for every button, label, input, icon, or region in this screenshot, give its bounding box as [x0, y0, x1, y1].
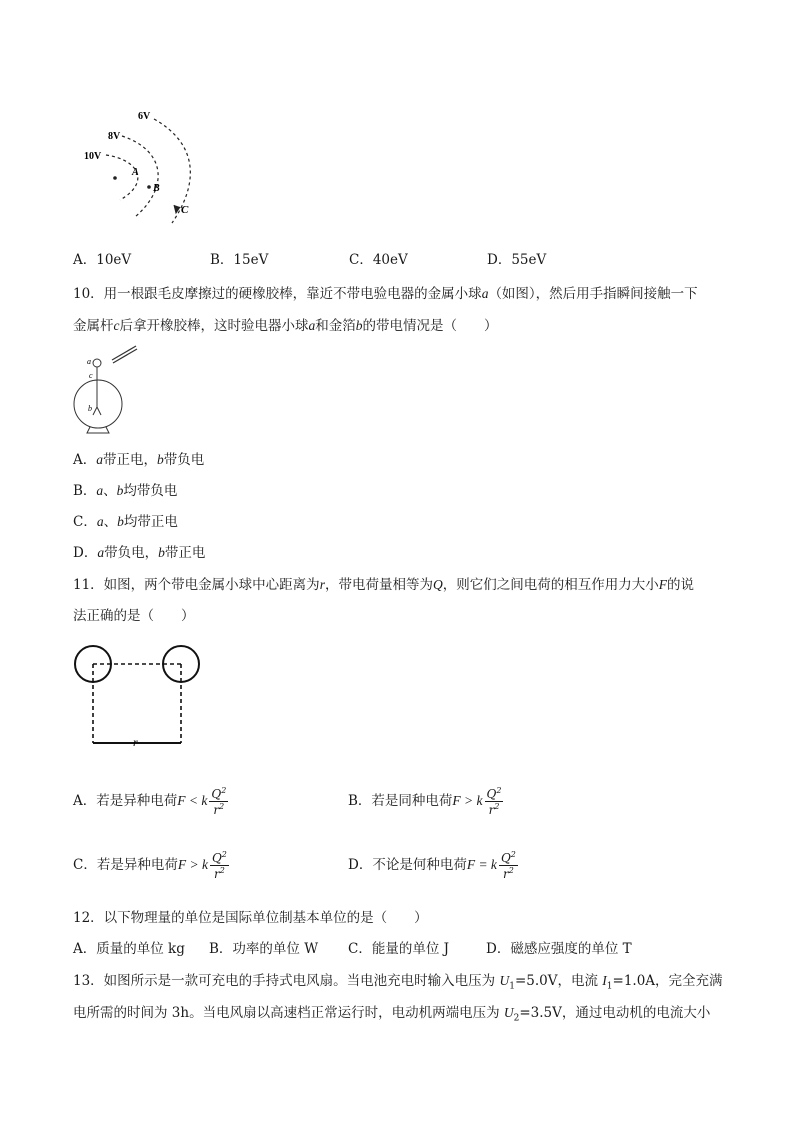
electroscope-case: [74, 380, 122, 428]
electroscope-figure: [68, 343, 148, 438]
label-10v: 10V: [84, 151, 102, 162]
q10-option-c: C．a、b均带正电: [73, 514, 178, 530]
q10-stem-line1: 10．用一根跟毛皮摩擦过的硬橡胶棒，靠近不带电验电器的金属小球a（如图），然后用手指瞬间接触一下: [73, 286, 698, 302]
metal-ball: [93, 359, 101, 367]
point-a: [113, 176, 117, 180]
equipotential-figure: [80, 105, 205, 230]
label-rod-c: c: [89, 371, 93, 380]
q13-stem-line1: 13．如图所示是一款可充电的手持式电风扇。当电池充电时输入电压为 $U_1=5.0V$，电流 $I_1=1.0A$，完全充满: [73, 973, 723, 992]
q11-option-a: A．若是异种电荷F < k $\frac{Q^2}{r^2}$: [73, 786, 227, 817]
q10-option-a: A．a带正电，b带负电: [73, 452, 205, 468]
q11-stem-line2: 法正确的是（ ）: [73, 608, 195, 624]
two-spheres-figure: [70, 643, 200, 755]
q10-option-b: B．a、b均带负电: [73, 483, 178, 499]
q12-stem: 12．以下物理量的单位是国际单位制基本单位的是（ ）: [73, 910, 428, 926]
q11-stem-line1: 11．如图，两个带电金属小球中心距离为r，带电荷量相等为Q，则它们之间电荷的相互作用力大小F的说: [73, 577, 694, 593]
rubber-rod: [112, 346, 136, 360]
q12-option-d: D．磁感应强度的单位 T: [486, 941, 632, 957]
q11-option-b: B．若是同种电荷F > k $\frac{Q^2}{r^2}$: [348, 786, 502, 817]
q12-option-a: A．质量的单位 kg: [73, 941, 185, 957]
label-point-b: B: [153, 183, 160, 194]
label-foil-b: b: [88, 404, 92, 413]
q9-option-b: B．15eV: [210, 252, 269, 268]
fraction-q2-r2: $\frac{Q^2}{r^2}$: [486, 786, 502, 817]
label-ball-a: a: [87, 357, 91, 366]
q10-option-d: D．a带负电，b带正电: [73, 545, 206, 561]
q10-stem-line2: 金属杆c后拿开橡胶棒，这时验电器小球a和金箔b的带电情况是（ ）: [73, 318, 498, 334]
equipotential-8v-line: [122, 136, 158, 217]
distance-label: r: [133, 735, 138, 749]
gold-foil: [93, 407, 101, 415]
point-b: [147, 185, 151, 189]
q11-option-d: D．不论是何种电荷F = k $\frac{Q^2}{r^2}$: [348, 850, 516, 881]
label-6v: 6V: [138, 111, 151, 122]
q9-option-d: D．55eV: [487, 252, 547, 268]
q9-option-a: A．10eV: [73, 252, 132, 268]
label-8v: 8V: [108, 131, 121, 142]
fraction-q2-r2: $\frac{Q^2}{r^2}$: [211, 786, 227, 817]
label-point-c: C: [181, 204, 189, 216]
q11-option-c: C．若是异种电荷F > k $\frac{Q^2}{r^2}$: [73, 850, 227, 881]
q12-option-c: C．能量的单位 J: [348, 941, 450, 957]
label-point-a: A: [132, 167, 139, 178]
q12-option-b: B．功率的单位 W: [209, 941, 319, 957]
fraction-q2-r2: $\frac{Q^2}{r^2}$: [500, 850, 516, 881]
q13-stem-line2: 电所需的时间为 3h。当电风扇以高速档正常运行时，电动机两端电压为 $U_2=3.5V$，通过电动机的电流大小: [73, 1005, 711, 1024]
fraction-q2-r2: $\frac{Q^2}{r^2}$: [211, 850, 227, 881]
q9-option-c: C．40eV: [349, 252, 408, 268]
